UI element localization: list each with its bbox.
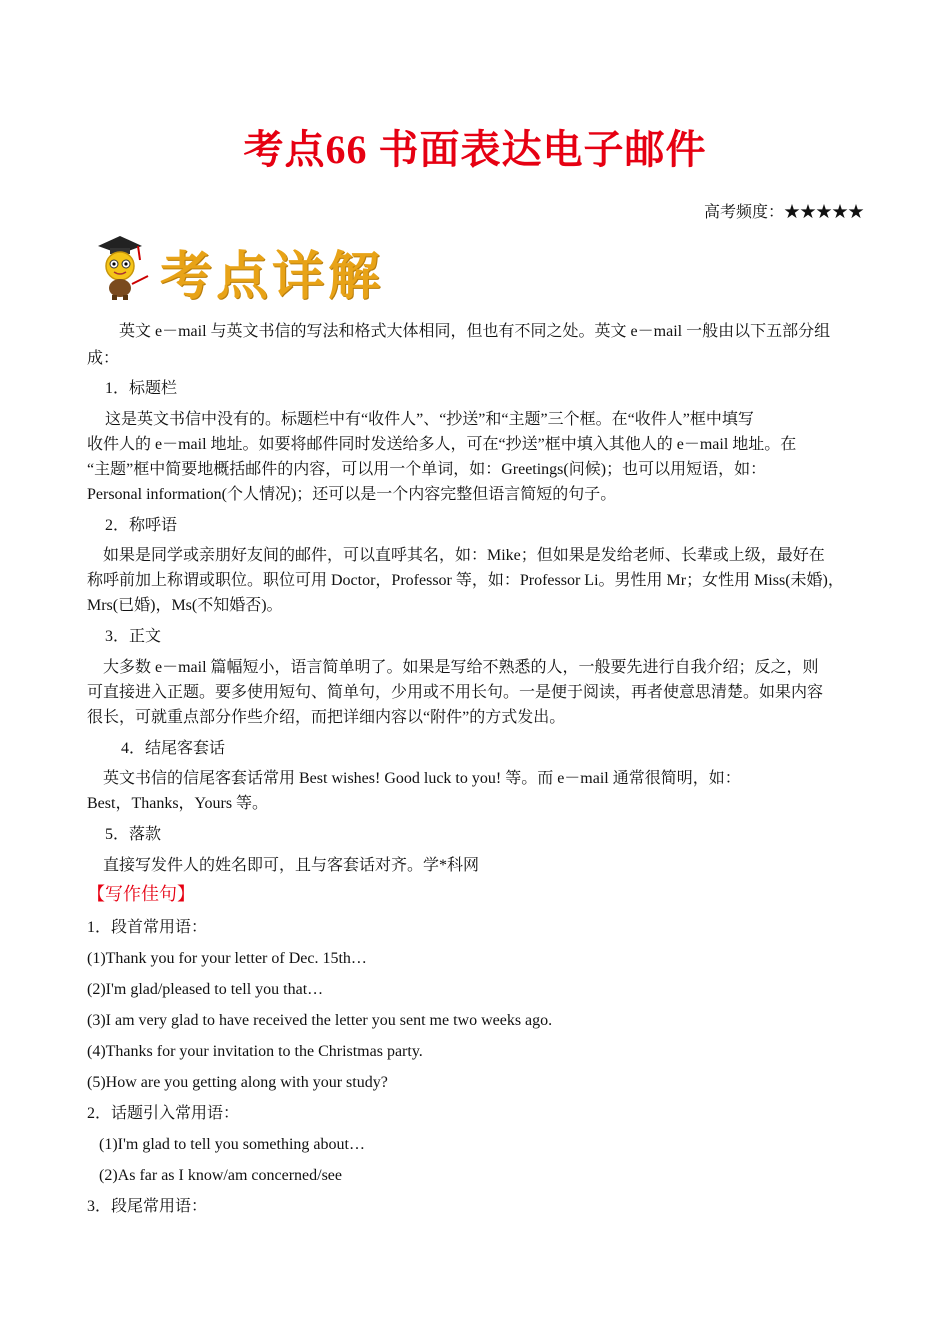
writing-1-item-5: (5)How are you getting along with your study?	[87, 1074, 388, 1091]
intro-line-1: 英文 e－mail 与英文书信的写法和格式大体相同，但也有不同之处。英文 e－mail 一般由以下五部分组	[119, 323, 831, 340]
writing-1-item-2: (2)I'm glad/pleased to tell you that…	[87, 981, 324, 998]
section-4-heading: 4．结尾客套话	[121, 740, 226, 757]
section-4-line-1: 英文书信的信尾客套话常用 Best wishes! Good luck to you! 等。而 e－mail 通常很简明，如：	[103, 770, 741, 787]
section-1-line-3: “主题”框中简要地概括邮件的内容，可以用一个单词，如：Greetings(问候)；也可以用短语，如：	[87, 461, 767, 478]
writing-3-heading: 3．段尾常用语：	[87, 1198, 208, 1215]
writing-2-item-1: (1)I'm glad to tell you something about…	[99, 1136, 365, 1153]
section-3-heading: 3．正文	[105, 628, 162, 645]
section-1-line-4: Personal information(个人情况)；还可以是一个内容完整但语言简短的句子。	[87, 486, 617, 503]
writing-heading: 【写作佳句】	[87, 884, 195, 904]
section-2-heading: 2．称呼语	[105, 517, 178, 534]
writing-2-heading: 2．话题引入常用语：	[87, 1105, 240, 1122]
banner-title: 考点详解	[160, 246, 385, 307]
writing-1-heading: 1．段首常用语：	[87, 919, 208, 936]
scholar-mascot-icon	[90, 232, 156, 300]
page-title: 考点66 书面表达电子邮件	[243, 127, 707, 172]
writing-1-item-4: (4)Thanks for your invitation to the Christmas party.	[87, 1043, 423, 1060]
writing-2-item-2: (2)As far as I know/am concerned/see	[99, 1167, 343, 1184]
section-2-line-2: 称呼前加上称谓或职位。职位可用 Doctor，Professor 等，如：Professor Li。男性用 Mr；女性用 Miss(未婚)，	[87, 572, 844, 589]
section-2-line-1: 如果是同学或亲朋好友间的邮件，可以直呼其名，如：Mike；但如果是发给老师、长辈或上级，最好在	[103, 547, 825, 564]
exam-frequency: 高考频度：★★★★★	[703, 204, 864, 221]
section-1-heading: 1．标题栏	[105, 380, 178, 397]
section-1-line-1: 这是英文书信中没有的。标题栏中有“收件人”、“抄送”和“主题”三个框。在“收件人”框中填写	[105, 411, 754, 428]
section-3-line-3: 很长，可就重点部分作些介绍，而把详细内容以“附件”的方式发出。	[87, 709, 566, 726]
section-banner	[90, 232, 390, 307]
writing-1-item-3: (3)I am very glad to have received the letter you sent me two weeks ago.	[87, 1012, 553, 1029]
section-3-line-1: 大多数 e－mail 篇幅短小，语言简单明了。如果是写给不熟悉的人，一般要先进行自我介绍；反之，则	[103, 659, 819, 676]
section-5-line-1: 直接写发件人的姓名即可，且与客套话对齐。学*科网	[103, 857, 480, 874]
section-5-heading: 5．落款	[105, 826, 162, 843]
section-1-line-2: 收件人的 e－mail 地址。如要将邮件同时发送给多人，可在“抄送”框中填入其他人的 e－mail 地址。在	[87, 436, 797, 453]
section-4-line-2: Best，Thanks，Yours 等。	[87, 795, 269, 812]
intro-line-2: 成：	[87, 350, 120, 367]
section-2-line-3: Mrs(已婚)，Ms(不知婚否)。	[87, 597, 283, 614]
writing-1-item-1: (1)Thank you for your letter of Dec. 15th…	[87, 950, 367, 967]
section-3-line-2: 可直接进入正题。要多使用短句、简单句，少用或不用长句。一是便于阅读，再者使意思清楚。如果内容	[87, 684, 824, 701]
